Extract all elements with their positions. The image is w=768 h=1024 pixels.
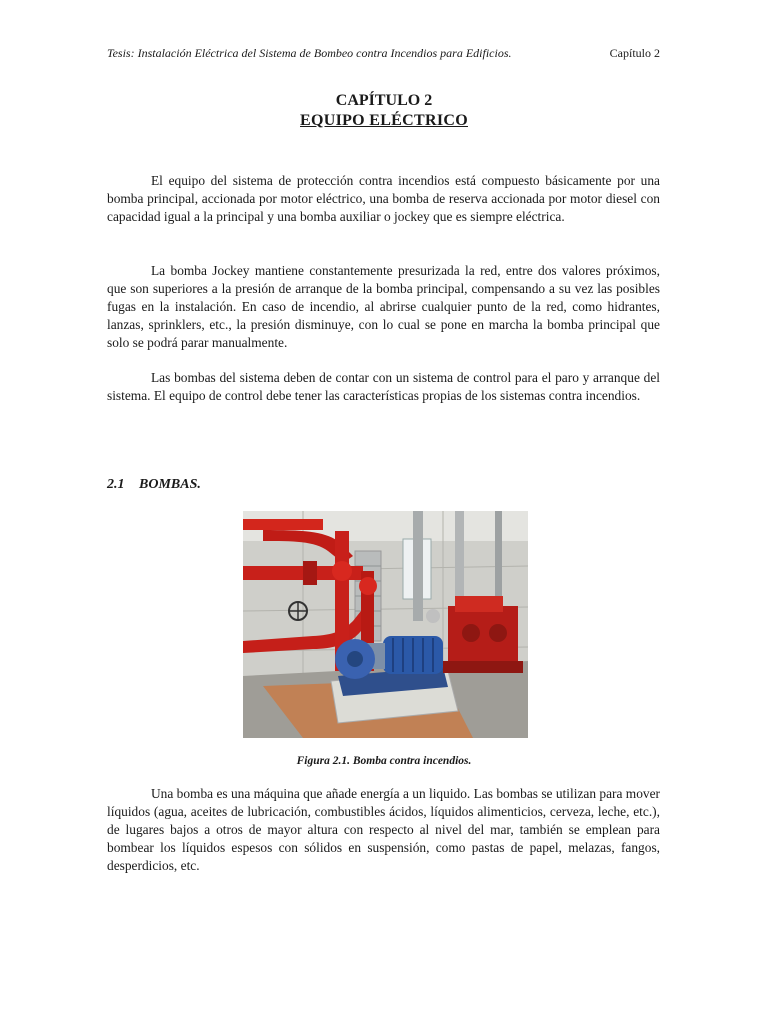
header-thesis-title: Tesis: Instalación Eléctrica del Sistema de Bombeo contra Incendios para Edificios.	[107, 46, 512, 60]
header-chapter-label: Capítulo 2	[609, 46, 660, 60]
running-header	[107, 44, 660, 62]
figure-caption: Figura 2.1. Bomba contra incendios.	[296, 755, 472, 767]
section-number: 2.1	[107, 477, 125, 492]
paragraph-2-text: La bomba Jockey mantiene constantemente presurizada la red, entre dos valores próximos, que son superiores a la presión de arranque de la bomba principal, compensando a su vez las posibles fugas en la instalación. En caso de incendio, al abrirse cualquier punto de la red, como hidrantes, lanzas, sprinklers, etc., la presión disminuye, con lo cual se pone en marcha la bomba principal que solo se podrá parar manualmente.	[107, 263, 660, 350]
paragraph-3	[107, 369, 660, 405]
fire-pump-illustration	[243, 511, 528, 738]
section-heading	[107, 476, 201, 494]
section-title: BOMBAS.	[139, 477, 201, 492]
chapter-title: EQUIPO ELÉCTRICO	[300, 112, 468, 129]
paragraph-4-text: Una bomba es una máquina que añade energía a un liquido. Las bombas se utilizan para mover líquidos (agua, aceites de lubricación, combustibles ácidos, líquidos alimenticios, cerveza, leche, etc.), de lugares bajos a otros de mayor altura con respecto al nivel del mar, también se emplean para bombear los líquidos espesos con sólidos en suspensión, como pastas de papel, melazas, fangos, desperdicios, etc.	[107, 786, 660, 873]
paragraph-3-text: Las bombas del sistema deben de contar con un sistema de control para el paro y arranque del sistema. El equipo de control debe tener las características propias de los sistemas contra incendios.	[107, 370, 660, 403]
paragraph-2	[107, 262, 660, 352]
paragraph-4	[107, 785, 660, 875]
paragraph-1	[107, 172, 660, 226]
chapter-heading	[0, 91, 768, 131]
fire-pump-photo	[243, 511, 528, 738]
chapter-number: CAPÍTULO 2	[335, 92, 433, 109]
paragraph-1-text: El equipo del sistema de protección contra incendios está compuesto básicamente por una bomba principal, accionada por motor eléctrico, una bomba de reserva accionada por motor diesel con capacidad igual a la principal y una bomba auxiliar o jockey que es siempre eléctrica.	[107, 173, 660, 224]
